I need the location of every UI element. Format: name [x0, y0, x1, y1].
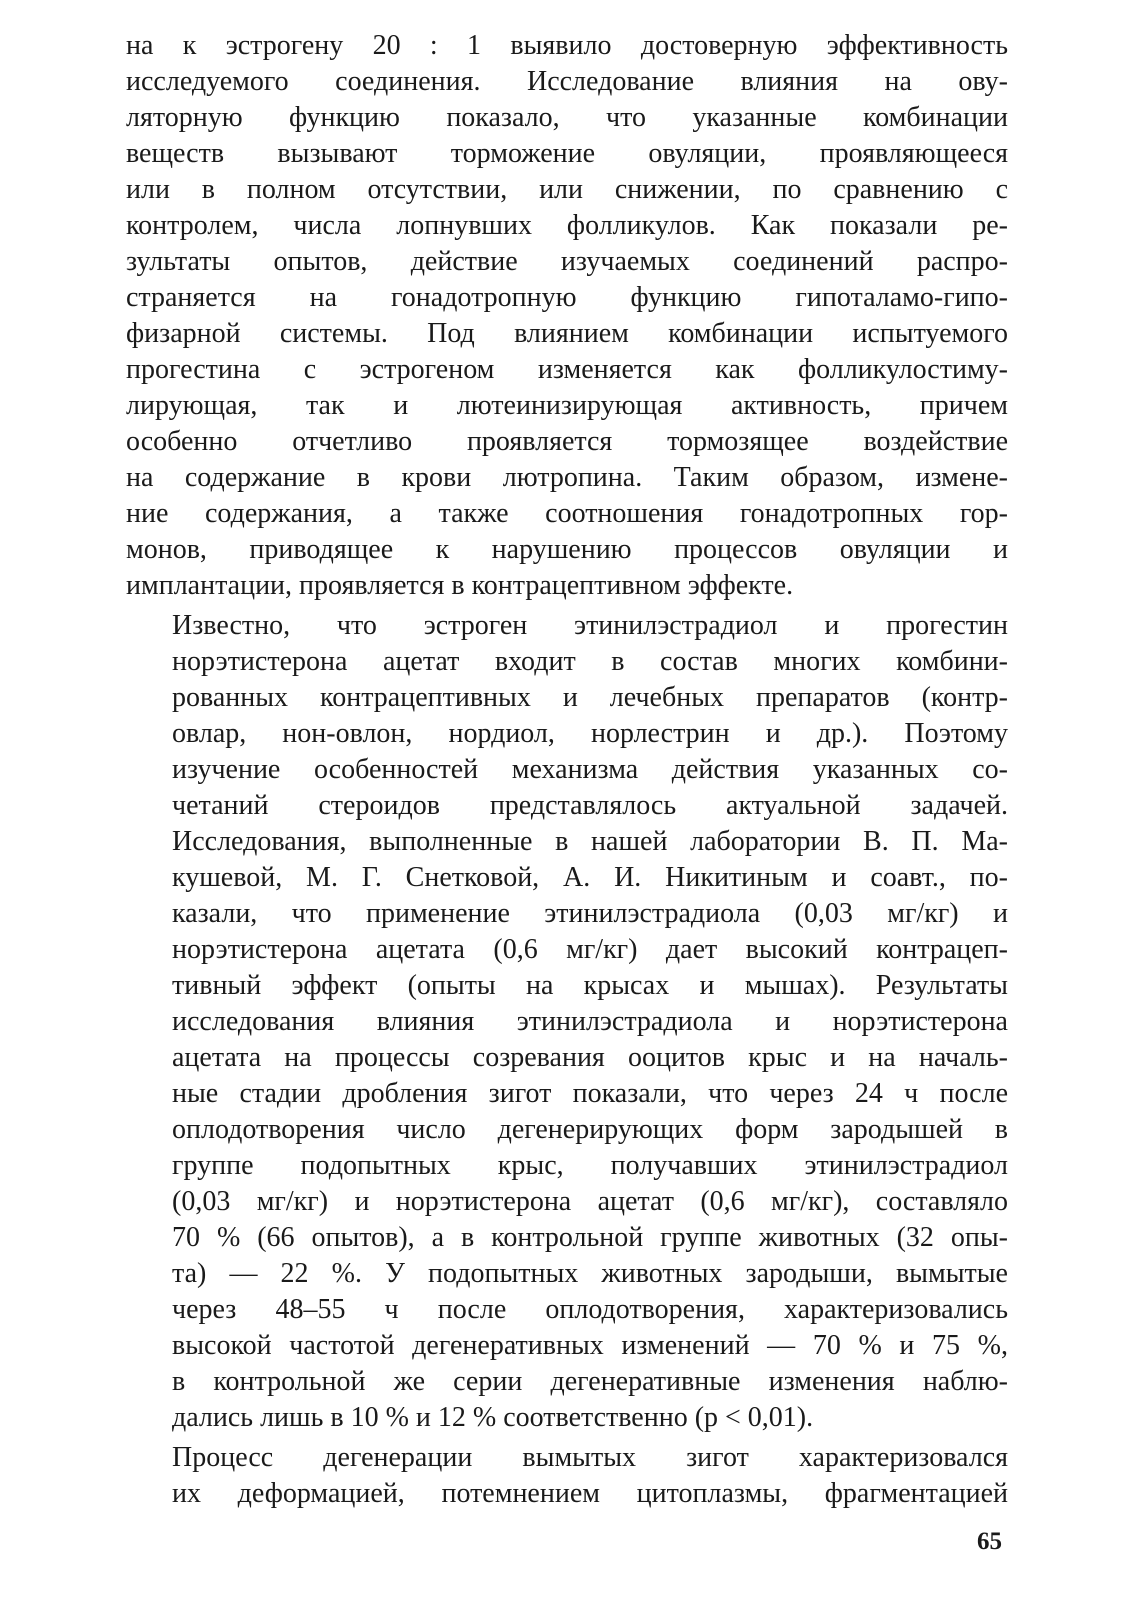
text-line: казали, что применение этинилэстрадиола (0,03 мг/кг) и [172, 898, 1008, 929]
paragraph [126, 608, 1008, 1436]
text-line: зультаты опытов, действие изучаемых соединений распро- [126, 246, 1008, 277]
text-line: контролем, числа лопнувших фолликулов. Как показали ре- [126, 210, 1008, 241]
text-line: ные стадии дробления зигот показали, что через 24 ч после [172, 1078, 1008, 1109]
text-line: группе подопытных крыс, получавших этинилэстрадиол [172, 1150, 1008, 1181]
text-line: четаний стероидов представлялось актуальной задачей. [172, 790, 1008, 821]
paragraph [126, 1440, 1008, 1512]
text-line: Известно, что эстроген этинилэстрадиол и прогестин [172, 610, 1008, 641]
text-line: тивный эффект (опыты на крысах и мышах). Результаты [172, 970, 1008, 1001]
text-line: на содержание в крови лютропина. Таким образом, измене- [126, 462, 1008, 493]
text-line: ацетата на процессы созревания ооцитов крыс и на началь- [172, 1042, 1008, 1073]
text-line: исследуемого соединения. Исследование влияния на ову- [126, 66, 1008, 97]
text-line: веществ вызывают торможение овуляции, проявляющееся [126, 138, 1008, 169]
text-line: ние содержания, а также соотношения гонадотропных гор- [126, 498, 1008, 529]
text-line: в контрольной же серии дегенеративные изменения наблю- [172, 1366, 1008, 1397]
text-line: рованных контрацептивных и лечебных препаратов (контр- [172, 682, 1008, 713]
text-line: овлар, нон-овлон, нордиол, норлестрин и др.). Поэтому [172, 718, 1008, 749]
text-line: оплодотворения число дегенерирующих форм зародышей в [172, 1114, 1008, 1145]
paragraph [126, 28, 1008, 604]
text-line: (0,03 мг/кг) и норэтистерона ацетат (0,6 мг/кг), составляло [172, 1186, 1008, 1217]
text-line: кушевой, М. Г. Снетковой, А. И. Никитиным и соавт., по- [172, 862, 1008, 893]
text-line: физарной системы. Под влиянием комбинации испытуемого [126, 318, 1008, 349]
text-line: норэтистерона ацетат входит в состав многих комбини- [172, 646, 1008, 677]
page-number: 65 [977, 1528, 1002, 1555]
text-line: прогестина с эстрогеном изменяется как фолликулостиму- [126, 354, 1008, 385]
text-line: изучение особенностей механизма действия указанных со- [172, 754, 1008, 785]
text-line: норэтистерона ацетата (0,6 мг/кг) дает высокий контрацеп- [172, 934, 1008, 965]
text-line: ляторную функцию показало, что указанные комбинации [126, 102, 1008, 133]
text-line: особенно отчетливо проявляется тормозящее воздействие [126, 426, 1008, 457]
text-line: исследования влияния этинилэстрадиола и норэтистерона [172, 1006, 1008, 1037]
text-line: лирующая, так и лютеинизирующая активность, причем [126, 390, 1008, 421]
text-line: 70 % (66 опытов), а в контрольной группе животных (32 опы- [172, 1222, 1008, 1253]
text-line: или в полном отсутствии, или снижении, по сравнению с [126, 174, 1008, 205]
text-line: их деформацией, потемнением цитоплазмы, фрагментацией [172, 1478, 1008, 1509]
text-line: дались лишь в 10 % и 12 % соответственно (р < 0,01). [172, 1402, 814, 1433]
text-line: та) — 22 %. У подопытных животных зародыши, вымытые [172, 1258, 1008, 1289]
text-line: имплантации, проявляется в контрацептивном эффекте. [126, 570, 794, 601]
text-line: высокой частотой дегенеративных изменений — 70 % и 75 %, [172, 1330, 1008, 1361]
body-text [126, 28, 1008, 1512]
text-line: через 48–55 ч после оплодотворения, характеризовались [172, 1294, 1008, 1325]
text-line: Процесс дегенерации вымытых зигот характеризовался [172, 1442, 1008, 1473]
text-line: Исследования, выполненные в нашей лаборатории В. П. Ма- [172, 826, 1008, 857]
text-line: страняется на гонадотропную функцию гипоталамо-гипо- [126, 282, 1008, 313]
text-line: на к эстрогену 20 : 1 выявило достоверную эффективность [126, 30, 1008, 61]
text-line: монов, приводящее к нарушению процессов овуляции и [126, 534, 1008, 565]
